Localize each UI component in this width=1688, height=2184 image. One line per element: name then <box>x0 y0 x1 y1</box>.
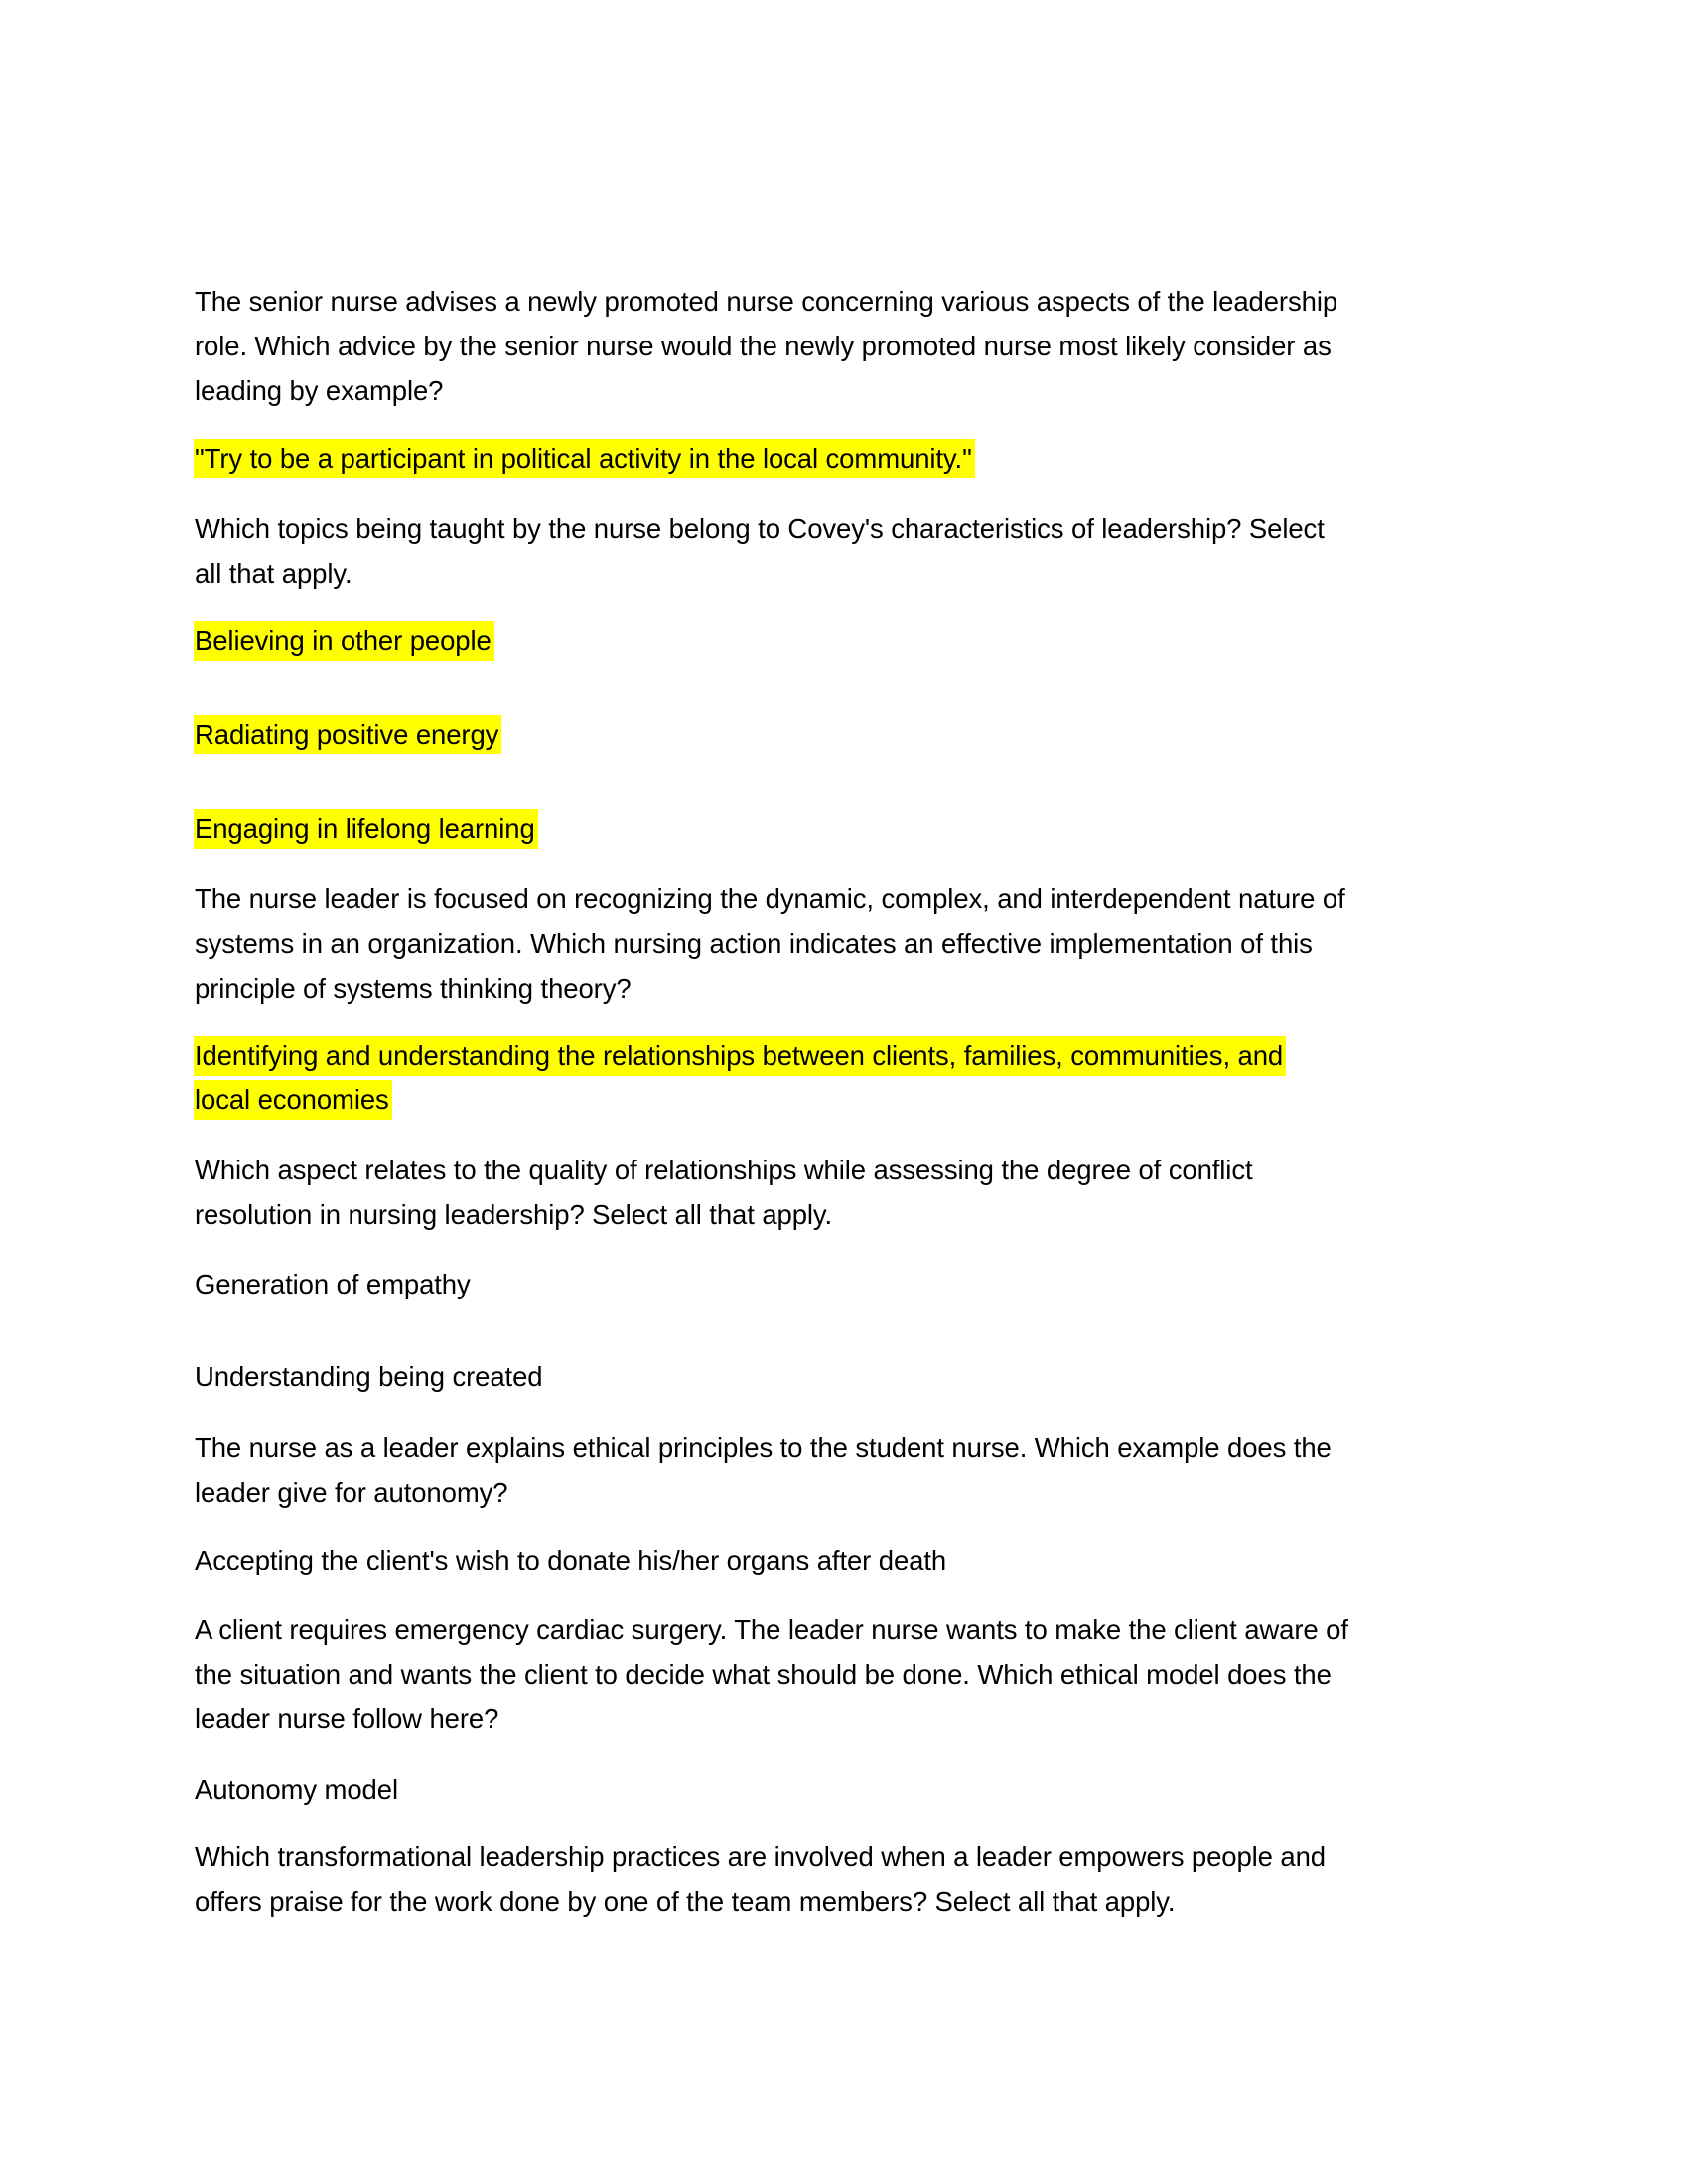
question-text-line: offers praise for the work done by one of the team members? Select all that apply. <box>195 1886 1176 1917</box>
question-text-line: principle of systems thinking theory? <box>195 973 632 1004</box>
question-text-line: leading by example? <box>195 375 444 406</box>
highlighted-answer: Believing in other people <box>195 621 494 661</box>
highlighted-answer: Radiating positive energy <box>195 715 501 754</box>
question-text-line: Which transformational leadership practices are involved when a leader empowers people and <box>195 1842 1326 1872</box>
question-text-line: The senior nurse advises a newly promoted nurse concerning various aspects of the leadership <box>195 286 1338 317</box>
question-text-line: A client requires emergency cardiac surgery. The leader nurse wants to make the client aware of <box>195 1614 1348 1645</box>
answer-option: Generation of empathy <box>195 1269 471 1299</box>
question-text-line: The nurse as a leader explains ethical principles to the student nurse. Which example does the <box>195 1433 1332 1463</box>
question-text-line: resolution in nursing leadership? Select all that apply. <box>195 1199 833 1230</box>
question-text-line: leader nurse follow here? <box>195 1704 499 1734</box>
question-text-line: Which aspect relates to the quality of relationships while assessing the degree of conflict <box>195 1155 1253 1185</box>
question-text-line: Which topics being taught by the nurse belong to Covey's characteristics of leadership? Select <box>195 513 1325 544</box>
answer-option: Autonomy model <box>195 1774 398 1805</box>
question-text-line: leader give for autonomy? <box>195 1477 508 1508</box>
question-text-line: the situation and wants the client to decide what should be done. Which ethical model does the <box>195 1659 1332 1690</box>
question-text-line: systems in an organization. Which nursing action indicates an effective implementation of this <box>195 928 1313 959</box>
highlighted-answer: local economies <box>195 1080 392 1120</box>
question-text-line: The nurse leader is focused on recognizing the dynamic, complex, and interdependent nature of <box>195 884 1345 914</box>
highlighted-answer: Engaging in lifelong learning <box>195 809 538 849</box>
highlighted-answer: "Try to be a participant in political activity in the local community." <box>195 439 975 478</box>
answer-option: Accepting the client's wish to donate his/her organs after death <box>195 1545 947 1575</box>
question-text-line: role. Which advice by the senior nurse would the newly promoted nurse most likely consider as <box>195 331 1332 361</box>
highlighted-answer: Identifying and understanding the relationships between clients, families, communities, and <box>195 1036 1286 1076</box>
answer-option: Understanding being created <box>195 1361 543 1392</box>
question-text-line: all that apply. <box>195 558 352 589</box>
